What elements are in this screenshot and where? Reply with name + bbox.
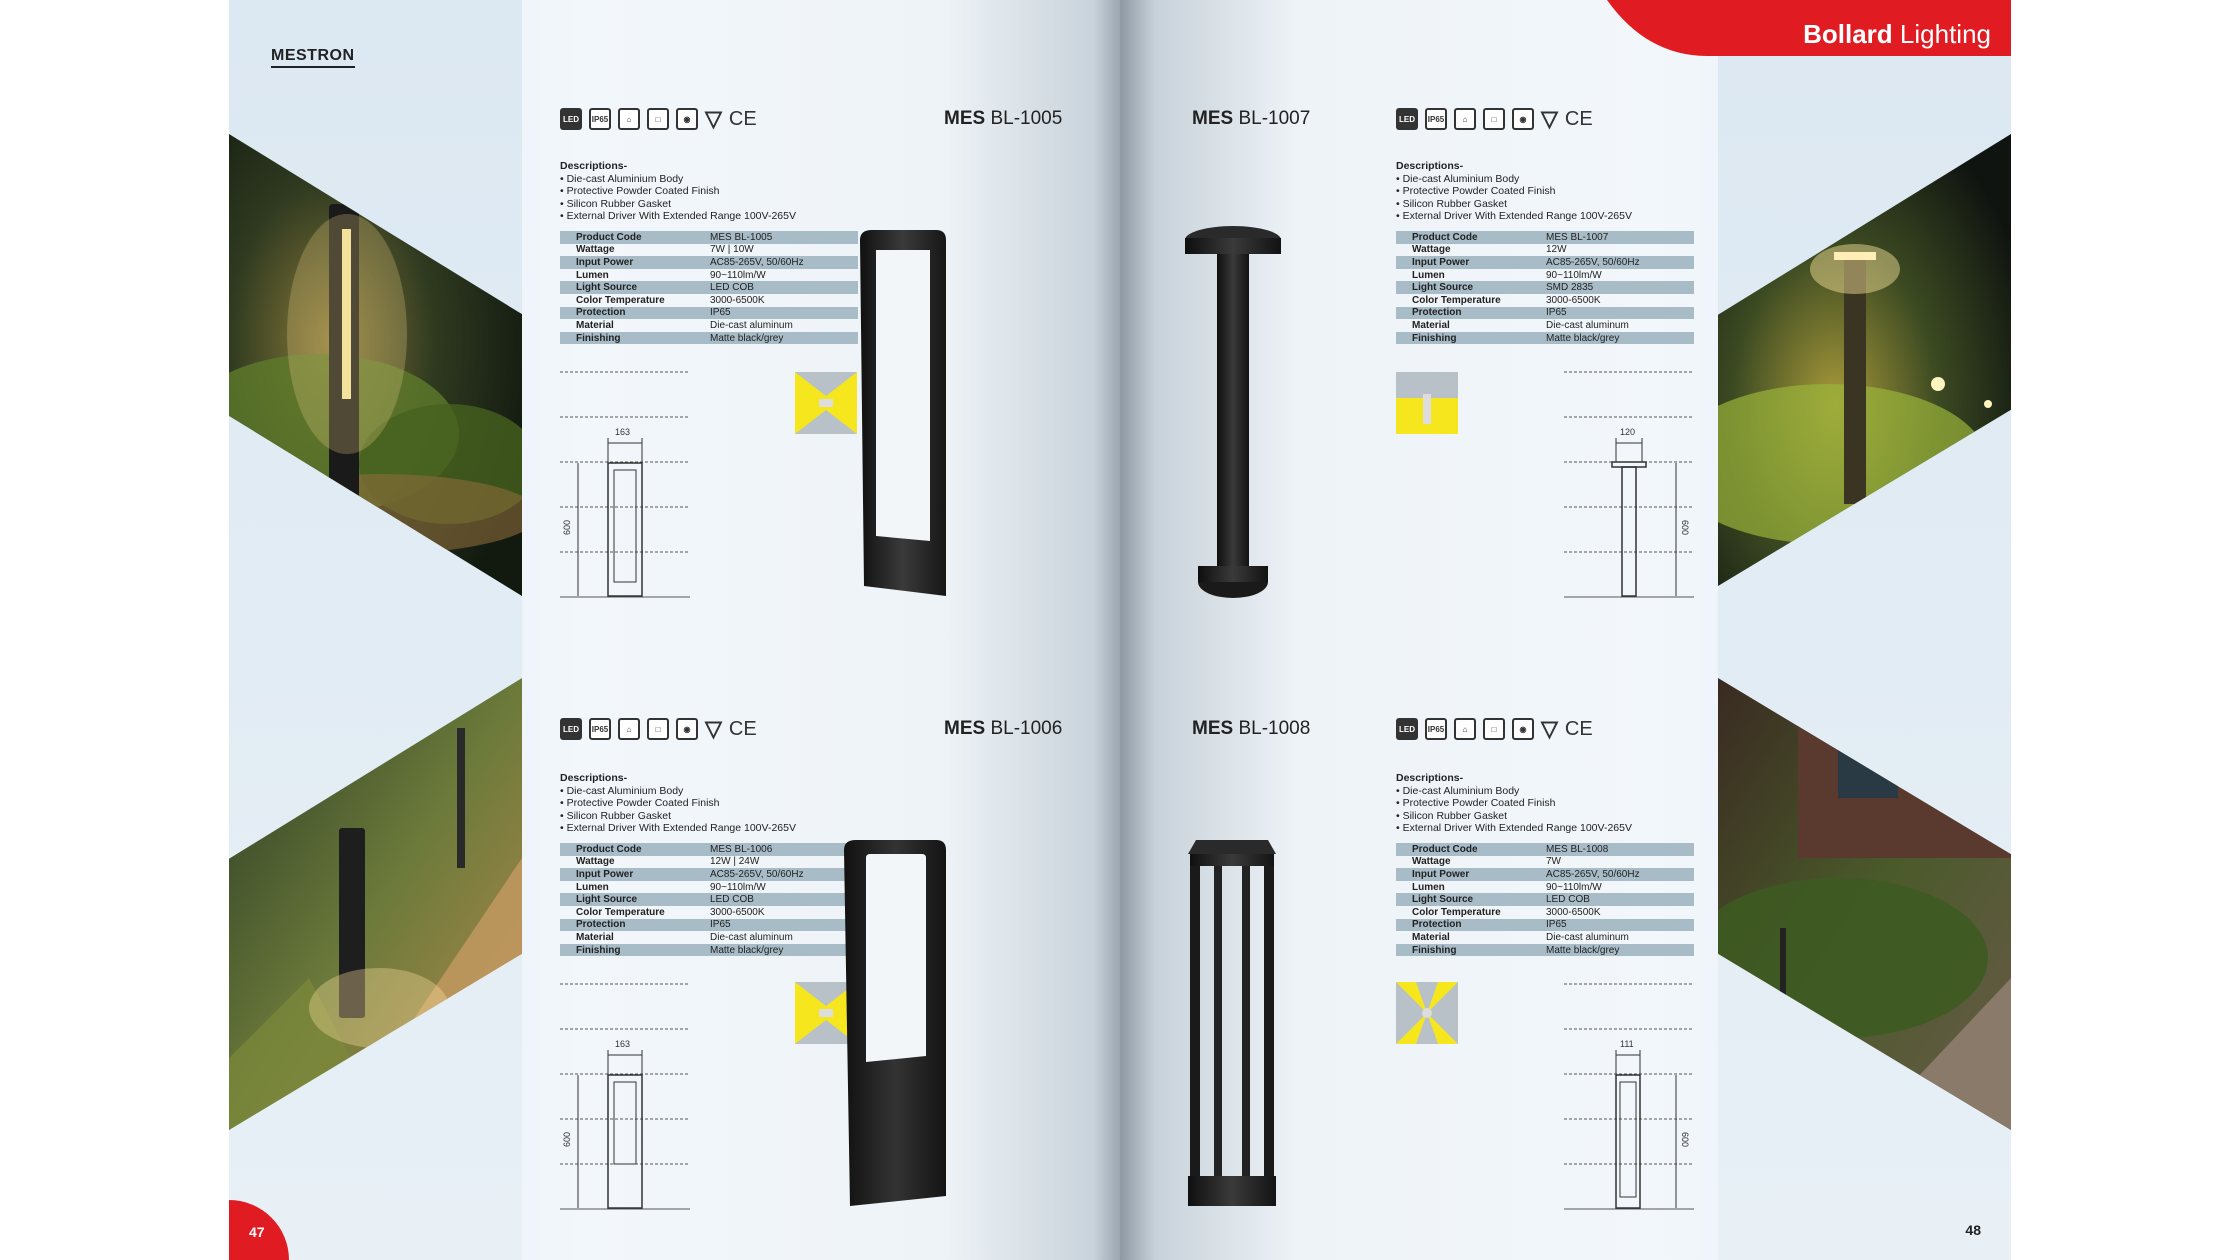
- spec-label: Protection: [576, 307, 626, 319]
- dimension-drawing: [1564, 360, 1694, 600]
- spec-value: 12W | 24W: [710, 856, 760, 868]
- product-bl-1005: [560, 0, 1120, 600]
- description-title: Descriptions-: [1396, 772, 1464, 784]
- spec-label: Lumen: [576, 269, 609, 281]
- ip65-icon: IP65: [1425, 108, 1447, 130]
- spec-table: [1396, 231, 1694, 344]
- spec-value: AC85-265V, 50/60Hz: [1546, 868, 1640, 880]
- spec-value: Matte black/grey: [1546, 944, 1620, 956]
- cert-icons: [1396, 718, 1593, 740]
- spec-value: 3000-6500K: [710, 906, 765, 918]
- description-item: • Die-cast Aluminium Body: [1396, 784, 1520, 797]
- spec-row: [560, 332, 858, 345]
- description: [560, 160, 860, 223]
- spec-value: Die-cast aluminum: [710, 931, 793, 943]
- spec-row: [1396, 269, 1694, 282]
- spec-value: 90~110lm/W: [710, 881, 766, 893]
- spec-label: Finishing: [576, 332, 621, 344]
- spec-label: Light Source: [1412, 282, 1474, 294]
- spec-label: Input Power: [576, 256, 634, 268]
- spec-row: [560, 269, 858, 282]
- section-title-light: Lighting: [1899, 19, 1991, 49]
- spec-row: [1396, 332, 1694, 345]
- driver-icon: ◉: [676, 718, 698, 740]
- spec-label: Color Temperature: [576, 294, 665, 306]
- spec-row: [560, 881, 858, 894]
- spec-row: [1396, 281, 1694, 294]
- spec-label: Wattage: [576, 856, 615, 868]
- spec-value: LED COB: [1546, 894, 1590, 906]
- dim-width: 163: [615, 1039, 631, 1049]
- spec-row: [1396, 919, 1694, 932]
- spec-label: Input Power: [576, 868, 634, 880]
- ce-mark-icon: CE: [728, 717, 757, 740]
- driver-icon: ◉: [1512, 718, 1534, 740]
- model-title: [944, 718, 1062, 740]
- spec-value: AC85-265V, 50/60Hz: [1546, 256, 1640, 268]
- ce-mark-icon: CE: [728, 107, 757, 130]
- description-item: • Protective Powder Coated Finish: [560, 185, 720, 197]
- description-item: • External Driver With Extended Range 100V-265V: [1396, 210, 1632, 222]
- spec-row: [560, 843, 858, 856]
- spec-row: [1396, 231, 1694, 244]
- spec-label: Input Power: [1412, 868, 1470, 880]
- spec-row: [1396, 256, 1694, 269]
- spec-value: 3000-6500K: [1546, 906, 1601, 918]
- description-item: • External Driver With Extended Range 100V-265V: [560, 822, 796, 834]
- led-icon: LED: [1396, 108, 1418, 130]
- description-item: • Silicon Rubber Gasket: [560, 197, 672, 210]
- spec-row: [1396, 843, 1694, 856]
- spec-value: 90~110lm/W: [1546, 881, 1602, 893]
- dim-height: 600: [562, 1131, 572, 1147]
- spec-label: Color Temperature: [1412, 294, 1501, 306]
- beam-pattern-icon: [795, 372, 857, 434]
- spec-label: Protection: [1412, 919, 1462, 931]
- indoor-outdoor-icon: ⌂: [1454, 718, 1476, 740]
- description-item: • Die-cast Aluminium Body: [560, 172, 684, 185]
- description-title: Descriptions-: [560, 160, 628, 172]
- spec-label: Product Code: [1412, 231, 1478, 243]
- spec-label: Light Source: [1412, 894, 1474, 906]
- spec-label: Material: [1412, 931, 1450, 943]
- description: [560, 772, 860, 835]
- spec-table: [560, 231, 858, 344]
- description-item: • Die-cast Aluminium Body: [560, 784, 684, 797]
- spec-value: 3000-6500K: [710, 294, 765, 306]
- f-mark-icon: ▽: [1541, 716, 1558, 741]
- description-item: • Protective Powder Coated Finish: [560, 797, 720, 809]
- spec-label: Finishing: [1412, 332, 1457, 344]
- spec-label: Light Source: [576, 894, 638, 906]
- page-number-right: 48: [1965, 1222, 1981, 1238]
- description-item: • Die-cast Aluminium Body: [1396, 172, 1520, 185]
- model-prefix: MES: [944, 718, 986, 739]
- spec-value: IP65: [710, 307, 731, 319]
- page-number-left-text: 47: [249, 1224, 265, 1240]
- model-code: BL-1005: [990, 108, 1063, 129]
- description-item: • Silicon Rubber Gasket: [1396, 197, 1508, 210]
- description: [1396, 772, 1696, 835]
- dim-height: 600: [1680, 1132, 1690, 1148]
- spec-label: Lumen: [1412, 881, 1445, 893]
- spec-row: [1396, 906, 1694, 919]
- indoor-outdoor-icon: ⌂: [618, 718, 640, 740]
- right-page: [1120, 0, 2011, 1260]
- spec-row: [560, 244, 858, 257]
- f-mark-icon: ▽: [1541, 106, 1558, 131]
- dimension-drawing: [1564, 972, 1694, 1212]
- spec-row: [1396, 893, 1694, 906]
- dimension-drawing: [560, 360, 690, 600]
- description-item: • External Driver With Extended Range 100V-265V: [1396, 822, 1632, 834]
- spec-row: [560, 256, 858, 269]
- product-bl-1008: [1120, 610, 1690, 1210]
- dim-width: 163: [615, 427, 631, 437]
- bollard-bl-1006-image: [840, 836, 950, 1210]
- spec-row: [1396, 944, 1694, 957]
- class-ii-icon: □: [1483, 108, 1505, 130]
- spec-label: Light Source: [576, 282, 638, 294]
- spec-table: [1396, 843, 1694, 956]
- spec-label: Input Power: [1412, 256, 1470, 268]
- dim-height: 600: [562, 519, 572, 535]
- spec-label: Product Code: [1412, 843, 1478, 855]
- spec-row: [560, 281, 858, 294]
- model-code: BL-1007: [1238, 108, 1311, 129]
- model-code: BL-1006: [990, 718, 1063, 739]
- ce-mark-icon: CE: [1564, 717, 1593, 740]
- spec-value: 3000-6500K: [1546, 294, 1601, 306]
- spec-label: Product Code: [576, 843, 642, 855]
- spec-row: [560, 319, 858, 332]
- driver-icon: ◉: [676, 108, 698, 130]
- beam-pattern-icon: [1396, 372, 1458, 434]
- spec-value: 12W: [1546, 244, 1567, 256]
- spec-value: AC85-265V, 50/60Hz: [710, 868, 804, 880]
- spec-label: Lumen: [1412, 269, 1445, 281]
- section-title: [1803, 19, 1991, 50]
- spec-row: [560, 931, 858, 944]
- indoor-outdoor-icon: ⌂: [1454, 108, 1476, 130]
- dim-width: 111: [1620, 1039, 1634, 1049]
- description-item: • Silicon Rubber Gasket: [560, 809, 672, 822]
- spec-label: Finishing: [576, 944, 621, 956]
- led-icon: LED: [1396, 718, 1418, 740]
- description-title: Descriptions-: [560, 772, 628, 784]
- spec-value: LED COB: [710, 282, 754, 294]
- spec-label: Color Temperature: [576, 906, 665, 918]
- spec-value: Die-cast aluminum: [1546, 931, 1629, 943]
- cert-icons: [1396, 108, 1593, 130]
- dim-width: 120: [1620, 427, 1636, 437]
- spec-row: [1396, 244, 1694, 257]
- spec-value: Matte black/grey: [710, 944, 784, 956]
- spec-label: Product Code: [576, 231, 642, 243]
- cert-icons: [560, 108, 757, 130]
- beam-pattern-icon: [1396, 982, 1458, 1044]
- f-mark-icon: ▽: [705, 106, 722, 131]
- description-title: Descriptions-: [1396, 160, 1464, 172]
- led-icon: LED: [560, 108, 582, 130]
- brand-logo: MESTRON: [271, 47, 355, 68]
- spec-row: [560, 231, 858, 244]
- spec-value: IP65: [1546, 919, 1567, 931]
- model-prefix: MES: [1192, 108, 1234, 129]
- product-bl-1006: [560, 610, 1120, 1210]
- driver-icon: ◉: [1512, 108, 1534, 130]
- spec-value: LED COB: [710, 894, 754, 906]
- spec-label: Wattage: [1412, 244, 1451, 256]
- class-ii-icon: □: [647, 108, 669, 130]
- spec-value: SMD 2835: [1546, 282, 1594, 294]
- ip65-icon: IP65: [1425, 718, 1447, 740]
- model-title: [1192, 718, 1310, 740]
- spec-row: [560, 856, 858, 869]
- dimension-drawing: [560, 972, 690, 1212]
- model-title: [1192, 108, 1310, 130]
- spec-row: [1396, 307, 1694, 320]
- spec-label: Material: [576, 319, 614, 331]
- spec-value: 90~110lm/W: [1546, 269, 1602, 281]
- spec-label: Material: [576, 931, 614, 943]
- spec-row: [1396, 931, 1694, 944]
- dim-height: 600: [1680, 520, 1690, 536]
- spec-value: 90~110lm/W: [710, 269, 766, 281]
- spec-label: Material: [1412, 319, 1450, 331]
- spec-label: Wattage: [1412, 856, 1451, 868]
- bollard-bl-1008-image: [1182, 836, 1282, 1216]
- spec-value: 7W | 10W: [710, 244, 754, 256]
- spec-row: [1396, 294, 1694, 307]
- spec-row: [1396, 856, 1694, 869]
- spec-row: [560, 919, 858, 932]
- spec-label: Wattage: [576, 244, 615, 256]
- ip65-icon: IP65: [589, 108, 611, 130]
- spec-value: 7W: [1546, 856, 1561, 868]
- spec-row: [1396, 868, 1694, 881]
- indoor-outdoor-icon: ⌂: [618, 108, 640, 130]
- description-item: • External Driver With Extended Range 100V-265V: [560, 210, 796, 222]
- spec-row: [1396, 319, 1694, 332]
- spec-label: Finishing: [1412, 944, 1457, 956]
- spec-table: [560, 843, 858, 956]
- class-ii-icon: □: [647, 718, 669, 740]
- catalog-spread: [229, 0, 2011, 1260]
- model-prefix: MES: [1192, 718, 1234, 739]
- f-mark-icon: ▽: [705, 716, 722, 741]
- spec-label: Protection: [576, 919, 626, 931]
- spec-label: Protection: [1412, 307, 1462, 319]
- description-item: • Protective Powder Coated Finish: [1396, 185, 1556, 197]
- ip65-icon: IP65: [589, 718, 611, 740]
- description: [1396, 160, 1696, 223]
- spec-row: [560, 906, 858, 919]
- spec-value: MES BL-1007: [1546, 231, 1609, 243]
- spec-row: [560, 893, 858, 906]
- spec-value: AC85-265V, 50/60Hz: [710, 256, 804, 268]
- bollard-bl-1005-image: [850, 226, 950, 600]
- cert-icons: [560, 718, 757, 740]
- spec-value: Die-cast aluminum: [710, 319, 793, 331]
- spec-value: IP65: [710, 919, 731, 931]
- class-ii-icon: □: [1483, 718, 1505, 740]
- description-item: • Silicon Rubber Gasket: [1396, 809, 1508, 822]
- model-title: [944, 108, 1062, 130]
- left-page: [229, 0, 1120, 1260]
- model-prefix: MES: [944, 108, 986, 129]
- led-icon: LED: [560, 718, 582, 740]
- spec-label: Color Temperature: [1412, 906, 1501, 918]
- spec-row: [560, 944, 858, 957]
- spec-value: Matte black/grey: [710, 332, 784, 344]
- product-bl-1007: [1120, 0, 1690, 600]
- spec-row: [1396, 881, 1694, 894]
- ce-mark-icon: CE: [1564, 107, 1593, 130]
- spec-value: MES BL-1005: [710, 231, 773, 243]
- spec-row: [560, 294, 858, 307]
- spec-value: MES BL-1006: [710, 843, 773, 855]
- spec-value: MES BL-1008: [1546, 843, 1609, 855]
- section-title-bold: Bollard: [1803, 19, 1893, 49]
- spec-value: Matte black/grey: [1546, 332, 1620, 344]
- spec-row: [560, 307, 858, 320]
- description-item: • Protective Powder Coated Finish: [1396, 797, 1556, 809]
- spec-label: Lumen: [576, 881, 609, 893]
- spec-value: Die-cast aluminum: [1546, 319, 1629, 331]
- spec-value: IP65: [1546, 307, 1567, 319]
- bollard-bl-1007-image: [1178, 226, 1288, 600]
- spec-row: [560, 868, 858, 881]
- model-code: BL-1008: [1238, 718, 1311, 739]
